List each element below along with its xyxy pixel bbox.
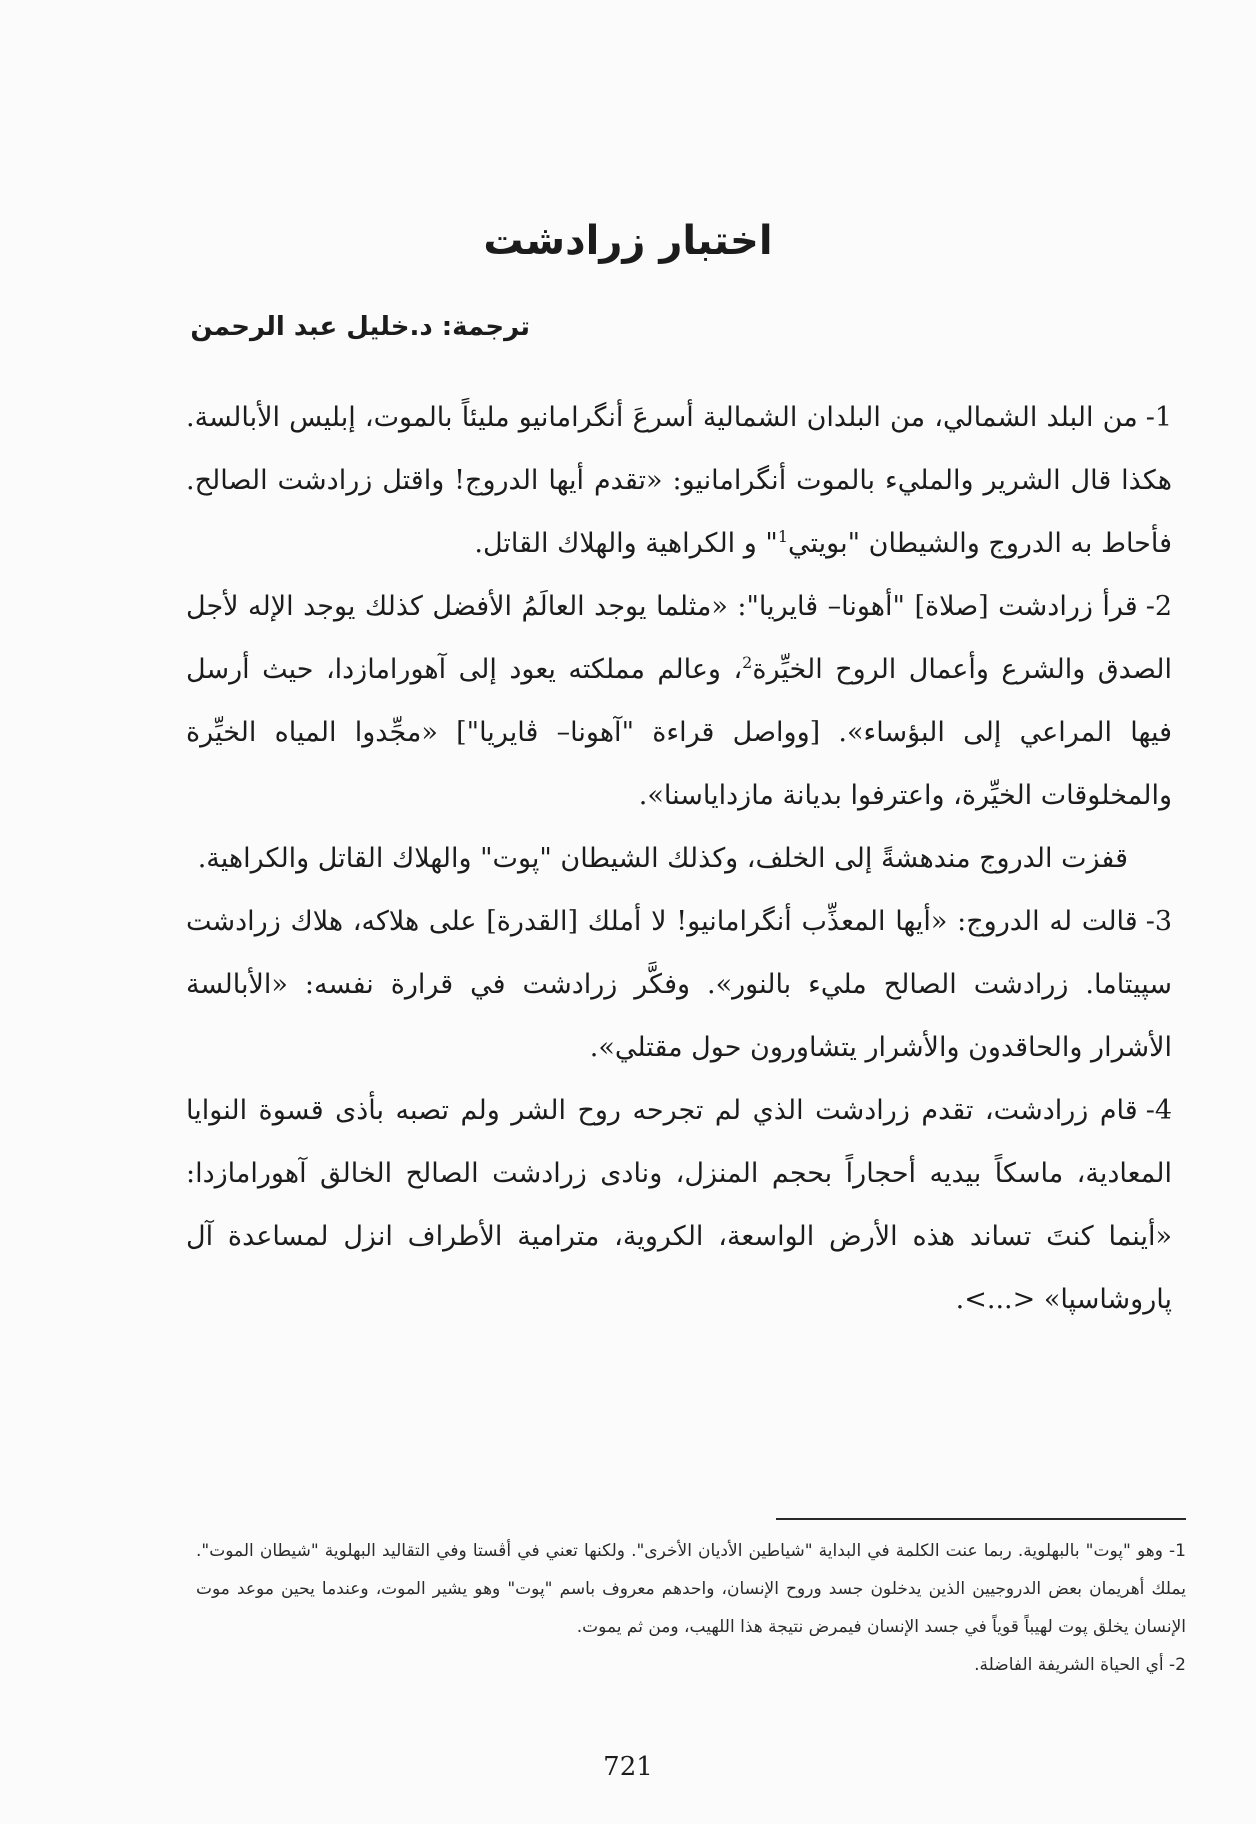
paragraph-text: من البلد الشمالي، من البلدان الشمالية أسرعَ أنگرامانيو مليئاً بالموت، إبليس الأبالسة. هكذا قال الشرير والمليء بالموت أنگرامانيو: «تقدم أيها الدروج! واقتل زرادشت الصالح. فأحاط به الدروج والشيطان "بويتي [186, 402, 1172, 559]
paragraph-number: 4- [1145, 1095, 1172, 1126]
paragraph-2-continued [186, 827, 1172, 890]
paragraph-text: قالت له الدروج: «أيها المعذِّب أنگرامانيو! لا أملك [القدرة] على هلاكه، هلاك زرادشت سپيتاما. زرادشت الصالح مليء بالنور». وفكَّر زرادشت في قرارة نفسه: «الأبالسة الأشرار والحاقدون والأشرار يتشاورون حول مقتلي». [186, 906, 1172, 1063]
paragraph-number: 3- [1145, 906, 1172, 937]
page-title: اختبار زرادشت [483, 218, 773, 264]
paragraph-text: قفزت الدروج مندهشةً إلى الخلف، وكذلك الشيطان "پوت" والهلاك القاتل والكراهية. [197, 843, 1128, 874]
paragraph-text: قام زرادشت، تقدم زرادشت الذي لم تجرحه روح الشر ولم تصبه بأذى قسوة النوايا المعادية، ماسكاً بيديه أحجاراً بحجم المنزل، ونادى زرادشت الصالح الخالق آهورامازدا: «أينما كنتَ تساند هذه الأرض الواسعة، الكروية، مترامية الأطراف انزل لمساعدة آل پاروشاسپا» <...>. [186, 1095, 1172, 1315]
paragraph-4 [186, 1079, 1172, 1331]
paragraph-number: 2- [1145, 591, 1172, 622]
paragraph-text: قرأ زرادشت [صلاة] "أهونا– ڤايريا": «مثلما يوجد العالَمُ الأفضل كذلك يوجد الإله لأجل الصدق والشرع وأعمال الروح الخيِّرة [186, 591, 1172, 685]
footnote-ref-1[interactable]: 1 [777, 527, 788, 546]
paragraph-tail: " و الكراهية والهلاك القاتل. [474, 528, 778, 559]
paragraph-tail: ، وعالم مملكته يعود إلى آهورامازدا، حيث أرسل فيها المراعي إلى البؤساء». [وواصل قراءة "آهونا– ڤايريا"] «مجِّدوا المياه الخيِّرة والمخلوقات الخيِّرة، واعترفوا بديانة مازداياسنا». [186, 654, 1172, 811]
paragraph-1 [186, 386, 1172, 575]
footnote-2: 2- أي الحياة الشريفة الفاضلة. [974, 1655, 1186, 1675]
footnote-1: 1- وهو "پوت" بالبهلوية. ربما عنت الكلمة في البداية "شياطين الأديان الأخرى". ولكنها تعني في أڤستا وفي التقاليد البهلوية "شيطان الموت". يملك أهريمان بعض الدروجيين الذين يدخلون جسد وروح الإنسان، واحدهم معروف باسم "پوت" وهو يشير الموت، وعندما يحين موعد موت الإنسان يخلق پوت لهيباً قوياً في جسد الإنسان فيمرض نتيجة هذا اللهيب، ومن ثم يموت. [196, 1541, 1186, 1637]
paragraph-number: 1- [1145, 402, 1172, 433]
footnote-ref-2[interactable]: 2 [742, 653, 753, 672]
footnote-divider [776, 1518, 1186, 1520]
translator-credit: ترجمة: د.خليل عبد الرحمن [190, 312, 530, 342]
footnotes [196, 1532, 1186, 1684]
paragraph-3 [186, 890, 1172, 1079]
paragraph-2 [186, 575, 1172, 827]
page-number: 721 [603, 1752, 653, 1782]
body-text [186, 386, 1172, 1331]
